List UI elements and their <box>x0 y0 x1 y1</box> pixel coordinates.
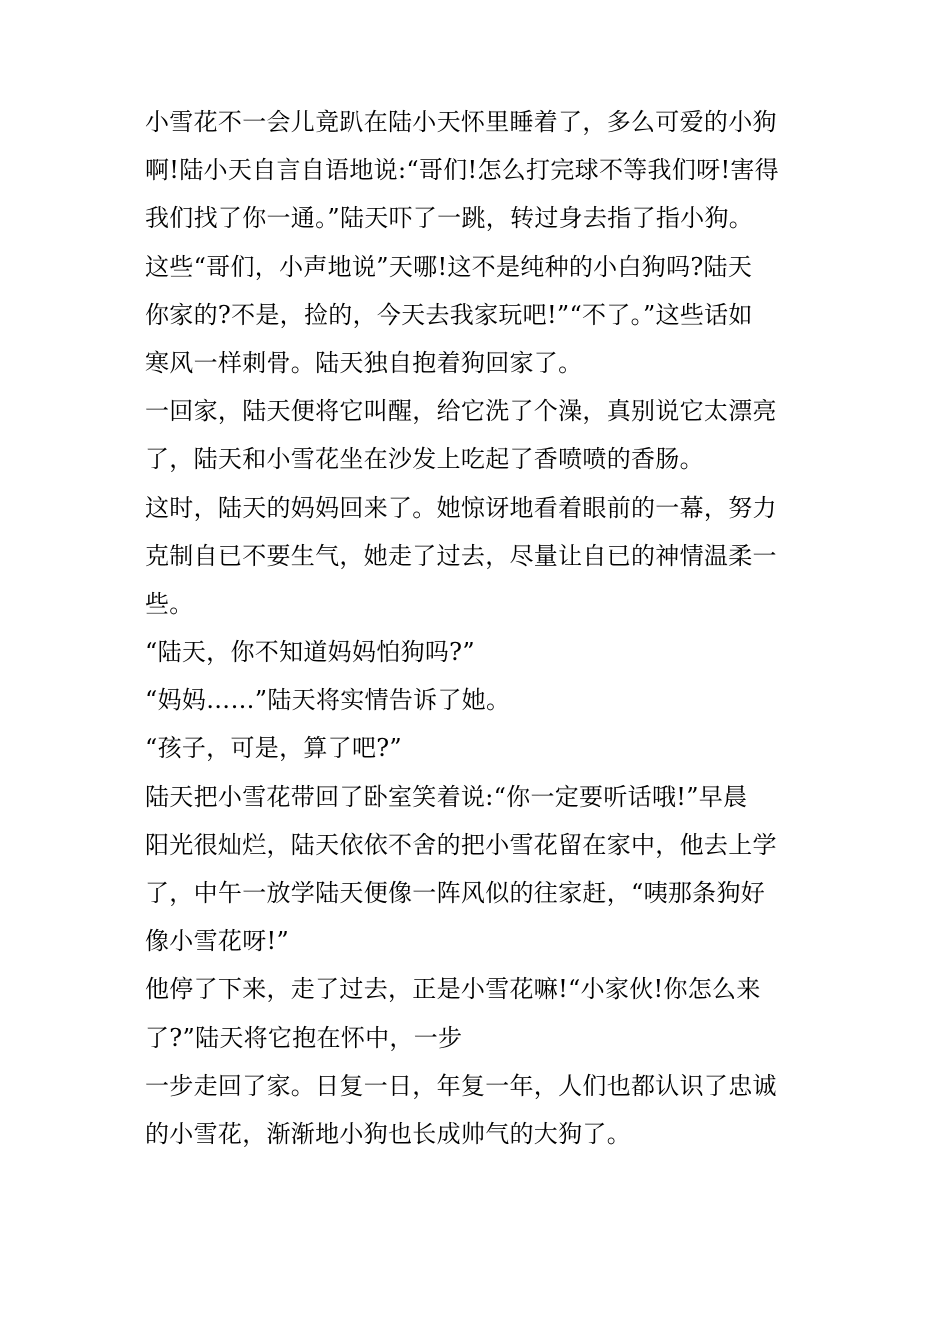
paragraph <box>145 98 813 387</box>
text-line: 陆天把小雪花带回了卧室笑着说:“你一定要听话哦!”早晨 <box>145 782 748 811</box>
text-line: 了，陆天和小雪花坐在沙发上吃起了香喷喷的香肠。 <box>145 445 704 474</box>
text-line: 像小雪花呀!” <box>145 927 290 956</box>
text-line: 的小雪花，渐渐地小狗也长成帅气的大狗了。 <box>145 1119 631 1148</box>
text-line: 我们找了你一通。”陆天吓了一跳，转过身去指了指小狗。 <box>145 204 754 233</box>
text-line: “陆天，你不知道妈妈怕狗吗?” <box>145 638 475 667</box>
text-line: 克制自已不要生气，她走了过去，尽量让自已的神情温柔一 <box>145 541 777 570</box>
text-line: “妈妈……”陆天将实情告诉了她。 <box>145 686 511 715</box>
text-line: 这些“哥们，小声地说”天哪!这不是纯种的小白狗吗?陆天 <box>145 252 753 281</box>
text-line: 你家的?不是，捡的，今天去我家玩吧!”“不了。”这些话如 <box>145 300 753 329</box>
text-line: 他停了下来，走了过去，正是小雪花嘛!“小家伙!你怎么来 <box>145 975 761 1004</box>
text-line: 了，中午一放学陆天便像一阵风似的往家赶，“咦那条狗好 <box>145 879 766 907</box>
text-line: 阳光很灿烂，陆天依依不舍的把小雪花留在家中，他去上学 <box>145 830 777 859</box>
paragraph <box>145 773 813 966</box>
text-line: 寒风一样刺骨。陆天独自抱着狗回家了。 <box>145 348 583 377</box>
text-line: 这时，陆天的妈妈回来了。她惊讶地看着眼前的一幕，努力 <box>145 493 777 522</box>
paragraph <box>145 676 813 724</box>
text-line: 一回家，陆天便将它叫醒，给它洗了个澡，真别说它太漂亮 <box>145 397 777 426</box>
paragraph <box>145 1062 813 1158</box>
text-line: “孩子，可是，算了吧?” <box>145 734 403 763</box>
text-line: 小雪花不一会儿竟趴在陆小天怀里睡着了，多么可爱的小狗 <box>145 108 777 136</box>
paragraph <box>145 484 813 629</box>
paragraph <box>145 387 813 483</box>
text-line: 一步走回了家。日复一日，年复一年，人们也都认识了忠诚 <box>145 1071 777 1100</box>
story-text <box>145 98 813 1158</box>
paragraph <box>145 965 813 1061</box>
text-line: 些。 <box>145 589 194 618</box>
text-line: 啊!陆小天自言自语地说:“哥们!怎么打完球不等我们呀!害得 <box>145 156 779 185</box>
text-line: 了?”陆天将它抱在怀中，一步 <box>145 1023 463 1052</box>
paragraph <box>145 628 813 676</box>
paragraph <box>145 724 813 772</box>
